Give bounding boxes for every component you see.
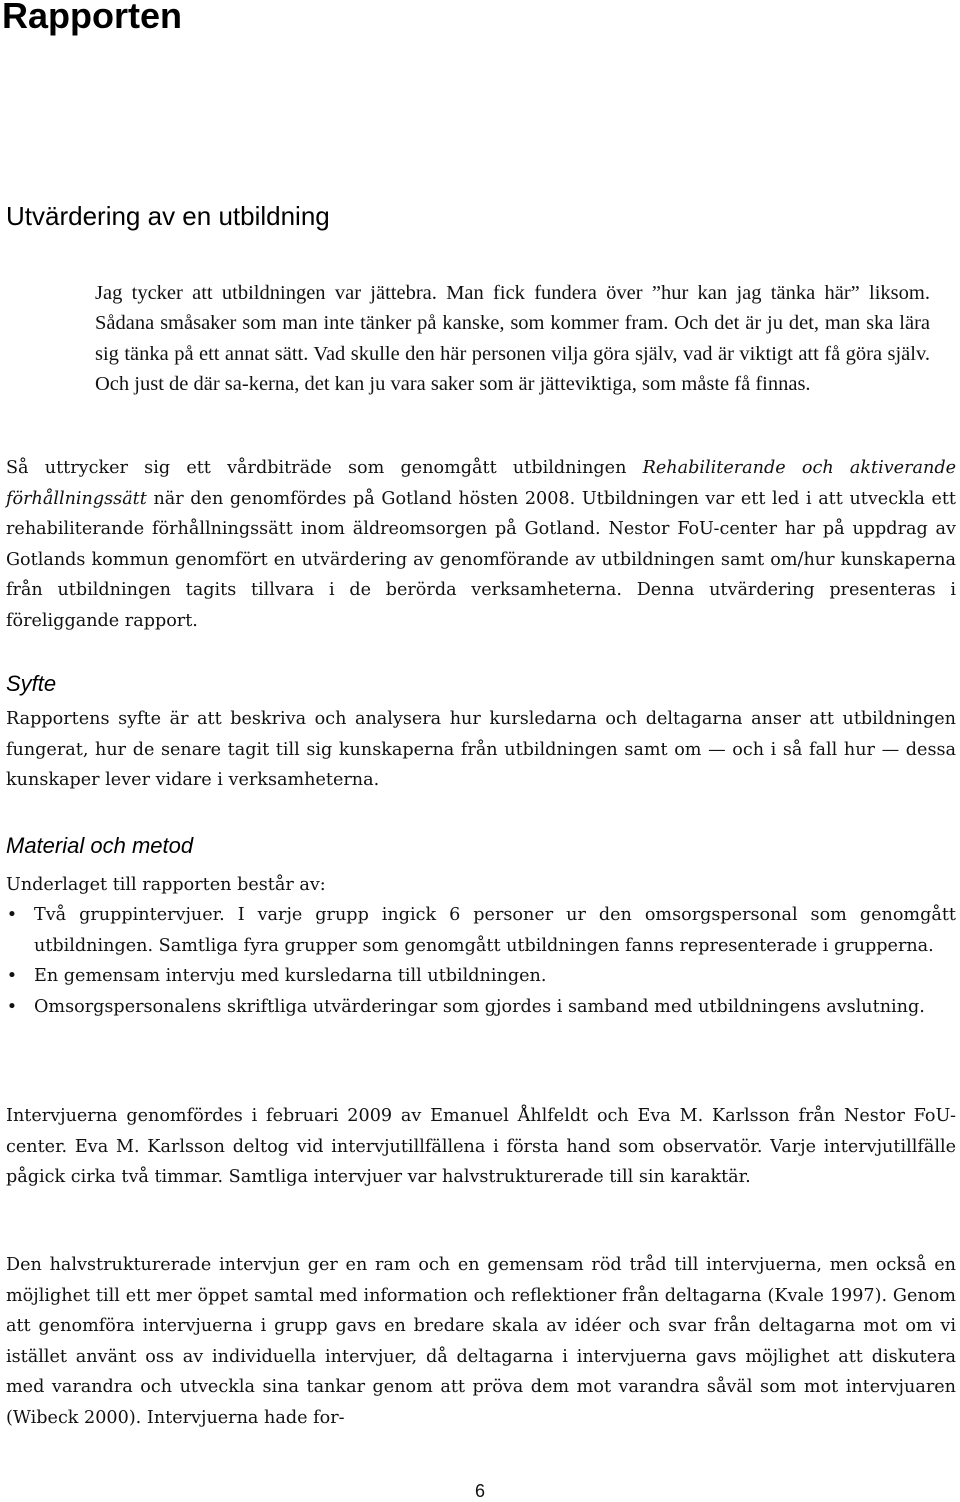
quote-paragraph: Jag tycker att utbildningen var jättebra. Man fick fundera över ”hur kan jag tänka här” liksom. Sådana småsaker som man inte tänker på kanske, som kommer fram. Och det är ju det, man ska lära sig tänka på ett annat sätt. Vad skulle den här personen vilja göra själv, vad är viktigt att få göra själv. Och just de där sa-kerna, det kan ju vara saker som är jätteviktiga, som måste få finnas.: [95, 282, 930, 396]
material-list: [6, 900, 956, 1022]
page-number: 6: [474, 1481, 485, 1501]
intro-paragraph: [6, 453, 956, 636]
section-heading: Utvärdering av en utbildning: [6, 201, 330, 231]
page-title: Rapporten: [2, 0, 182, 36]
course-name: Rehabiliterande och aktiverande förhållningssätt: [6, 458, 957, 509]
list-item: [6, 992, 956, 1023]
syfte-heading: Syfte: [6, 671, 57, 696]
list-item: [6, 900, 956, 961]
bullet-icon: •: [6, 905, 18, 925]
bullet-icon: •: [6, 966, 18, 986]
material-heading: Material och metod: [6, 833, 194, 858]
list-item: [6, 961, 956, 992]
list-item-text: Omsorgspersonalens skriftliga utvärderingar som gjordes i samband med utbildningens avslutning.: [34, 996, 925, 1017]
intro-text-start: Så uttrycker sig ett vårdbiträde som genomgått utbildningen: [6, 458, 643, 478]
list-item-text: Två gruppintervjuer. I varje grupp ingick 6 personer ur den omsorgspersonal som genomgått utbildningen. Samtliga fyra grupper som genomgått utbildningen fanns representerade i grupperna.: [34, 905, 956, 956]
syfte-paragraph: Rapportens syfte är att beskriva och analysera hur kursledarna och deltagarna anser att utbildningen fungerat, hur de senare tagit till sig kunskaperna från utbildningen samt om — och i så fall hur — dessa kunskaper lever vidare i verksamheterna.: [6, 709, 956, 790]
intro-text-end: när den genomfördes på Gotland hösten 2008. Utbildningen var ett led i att utveckla ett rehabiliterande förhållningssätt inom äldreomsorgen på Gotland. Nestor FoU-center har på uppdrag av Gotlands kommun genomfört en utvärdering av genomförande av utbildningen samt om/hur kunskaperna från utbildningen tagits tillvara i de berörda verksamheterna. Denna utvärdering presenteras i föreliggande rapport.: [6, 488, 956, 631]
bullet-icon: •: [6, 996, 18, 1017]
method-paragraph-1: Intervjuerna genomfördes i februari 2009 av Emanuel Åhlfeldt och Eva M. Karlsson från Nestor FoU-center. Eva M. Karlsson deltog vid intervjutillfällena i första hand som observatör. Varje intervjutillfälle pågick cirka två timmar. Samtliga intervjuer var halvstrukturerade till sin karaktär.: [6, 1106, 956, 1187]
material-intro: Underlaget till rapporten består av:: [6, 875, 326, 895]
list-item-text: En gemensam intervju med kursledarna till utbildningen.: [34, 966, 547, 986]
method-paragraph-2: Den halvstrukturerade intervjun ger en ram och en gemensam röd tråd till intervjuerna, men också en möjlighet till ett mer öppet samtal med information och reflektioner från deltagarna (Kvale 1997). Genom att genomföra intervjuerna i grupp gavs en bredare skala av idéer och svar från deltagarna mot om vi istället använt oss av individuella intervjuer, då deltagarna i intervjuerna gavs möjlighet att diskutera med varandra och utveckla sina tankar genom att pröva dem mot varandra såväl som mot intervjuaren (Wibeck 2000). Intervjuerna hade for-: [6, 1255, 956, 1428]
